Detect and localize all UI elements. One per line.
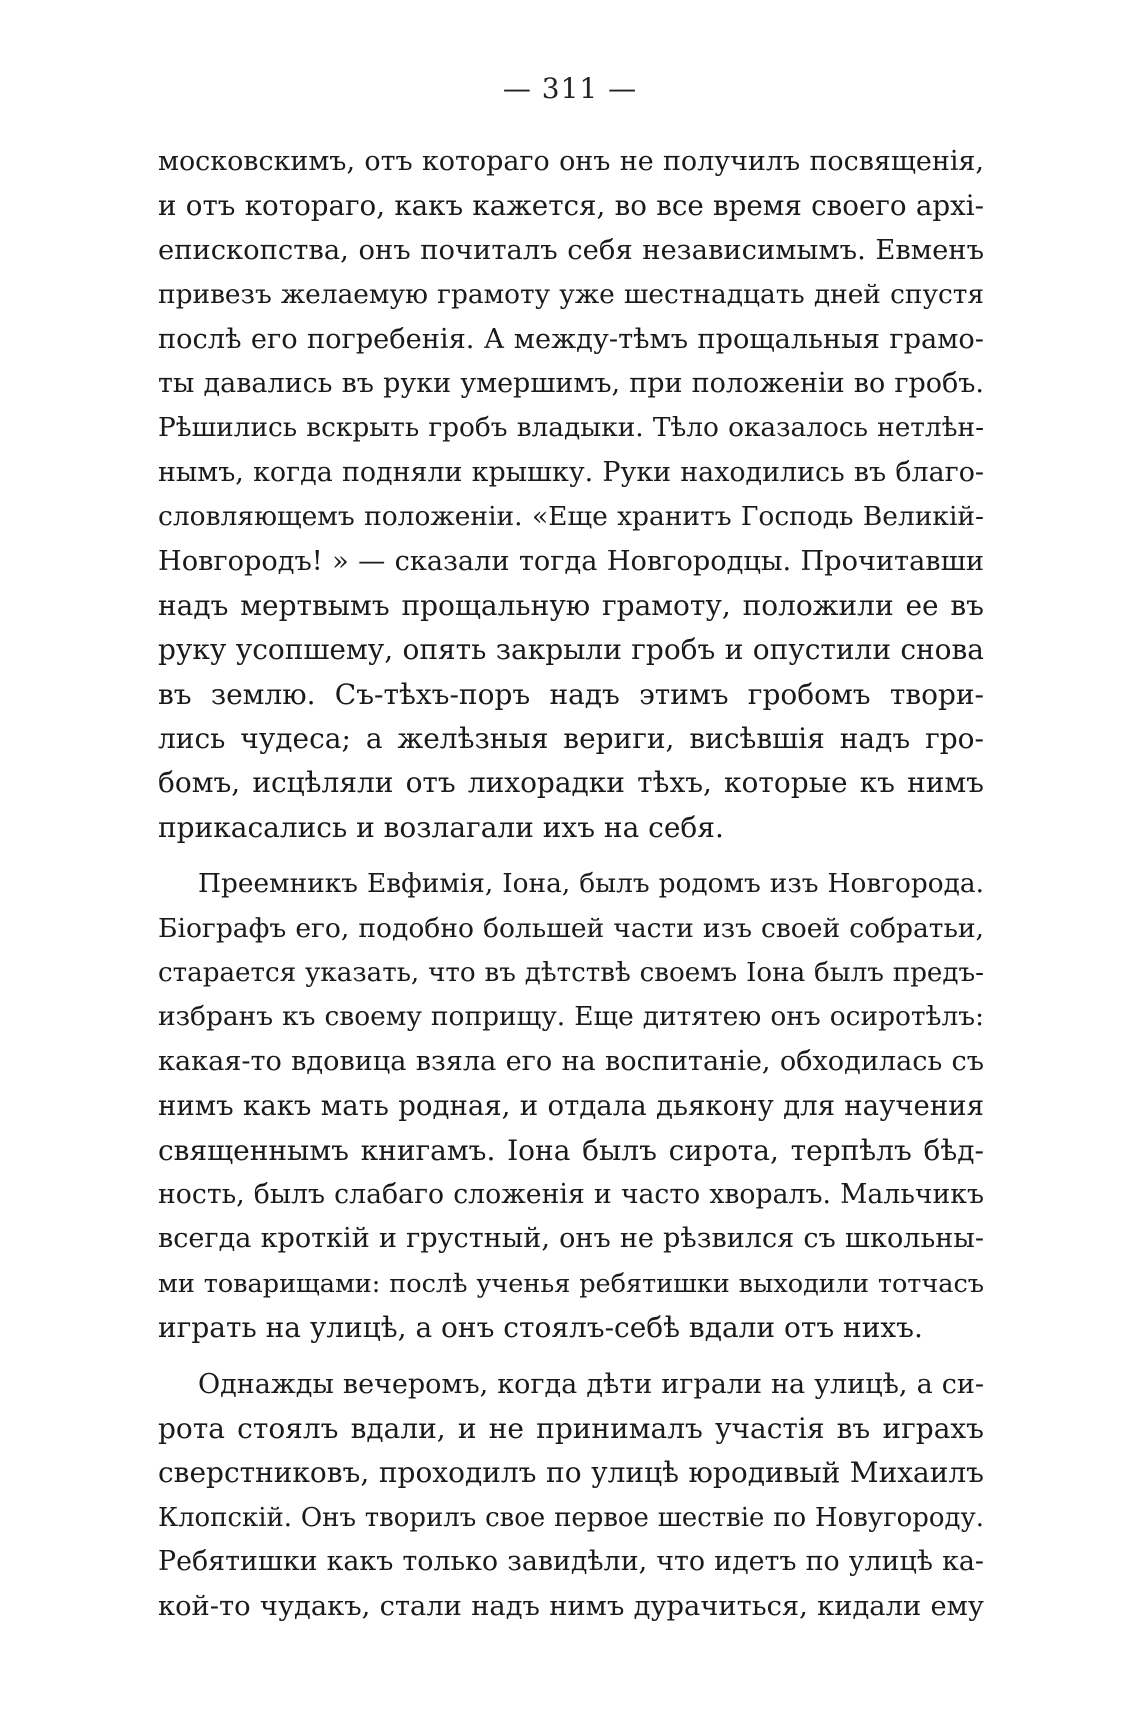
text-line: привезъ желаемую грамоту уже шестнадцать дней спустя [158, 279, 984, 311]
text-line: лись чудеса; а желѣзныя вериги, висѣвшія надъ гро- [158, 722, 984, 756]
text-line: надъ мертвымъ прощальную грамоту, положили ее въ [158, 588, 984, 622]
text-line: всегда кроткій и грустный, онъ не рѣзвился съ школьны- [158, 1223, 984, 1255]
paragraph-1 [158, 140, 984, 850]
text-line: нымъ, когда подняли крышку. Руки находились въ благо- [158, 456, 984, 488]
text-line: ми товарищами: послѣ ученья ребятишки выходили тотчасъ [158, 1268, 984, 1299]
text-line: священнымъ книгамъ. Іона былъ сирота, терпѣлъ бѣд- [158, 1133, 984, 1167]
text-line: прикасались и возлагали ихъ на себя. [158, 810, 724, 844]
text-line: ты давались въ руки умершимъ, при положеніи во гробъ. [158, 367, 984, 399]
text-line: кой-то чудакъ, стали надъ нимъ дурачиться, кидали ему [158, 1590, 984, 1622]
text-line: Ребятишки какъ только завидѣли, что идетъ по улицѣ ка- [158, 1546, 984, 1578]
text-line: избранъ къ своему поприщу. Еще дитятею онъ осиротѣлъ: [158, 1001, 984, 1033]
text-line: Клопскій. Онъ творилъ свое первое шествіе по Новугороду. [158, 1502, 984, 1533]
page-number: — 311 — [502, 72, 638, 105]
text-line: нимъ какъ мать родная, и отдала дьякону для научения [158, 1089, 984, 1123]
text-line: епископства, онъ почиталъ себя независимымъ. Евменъ [158, 234, 984, 266]
text-line: бомъ, исцѣляли отъ лихорадки тѣхъ, которые къ нимъ [158, 766, 984, 800]
text-line: словляющемъ положеніи. «Еще хранитъ Господь Великій- [158, 501, 984, 533]
text-line: сверстниковъ, проходилъ по улицѣ юродивый Михаилъ [158, 1456, 984, 1490]
text-line: старается указать, что въ дѣтствѣ своемъ Іона былъ предъ- [158, 958, 984, 989]
text-line: Біографъ его, подобно большей части изъ своей собратьи, [158, 912, 984, 944]
text-line: Преемникъ Евфимія, Іона, былъ родомъ изъ Новгорода. [198, 869, 984, 900]
text-line: играть на улицѣ, а онъ стоялъ-себѣ вдали отъ нихъ. [158, 1311, 923, 1345]
text-line: московскимъ, отъ котораго онъ не получилъ посвященія, [158, 146, 984, 177]
body-text [158, 140, 984, 1629]
text-line: ность, былъ слабаго сложенія и часто хворалъ. Мальчикъ [158, 1178, 984, 1210]
paragraph-gap [158, 850, 984, 862]
text-line: послѣ его погребенія. А между-тѣмъ прощальныя грамо- [158, 323, 984, 355]
text-line: Однажды вечеромъ, когда дѣти играли на улицѣ, а си- [198, 1368, 984, 1400]
paragraph-gap [158, 1351, 984, 1363]
paragraph-2 [158, 862, 984, 1350]
text-line: и отъ котораго, какъ кажется, во все время своего архі- [158, 189, 984, 223]
text-line: руку усопшему, опять закрыли гробъ и опустили снова [158, 633, 984, 667]
text-line: Рѣшились вскрыть гробъ владыки. Тѣло оказалось нетлѣн- [158, 413, 984, 444]
text-line: рота стоялъ вдали, и не принималъ участія въ играхъ [158, 1411, 984, 1445]
paragraph-3 [158, 1363, 984, 1629]
text-line: какая-то вдовица взяла его на воспитаніе, обходилась съ [158, 1045, 984, 1077]
text-line: въ землю. Съ-тѣхъ-поръ надъ этимъ гробомъ твори- [158, 677, 984, 711]
text-line: Новгородъ! » — сказали тогда Новгородцы. Прочитавши [158, 545, 984, 577]
